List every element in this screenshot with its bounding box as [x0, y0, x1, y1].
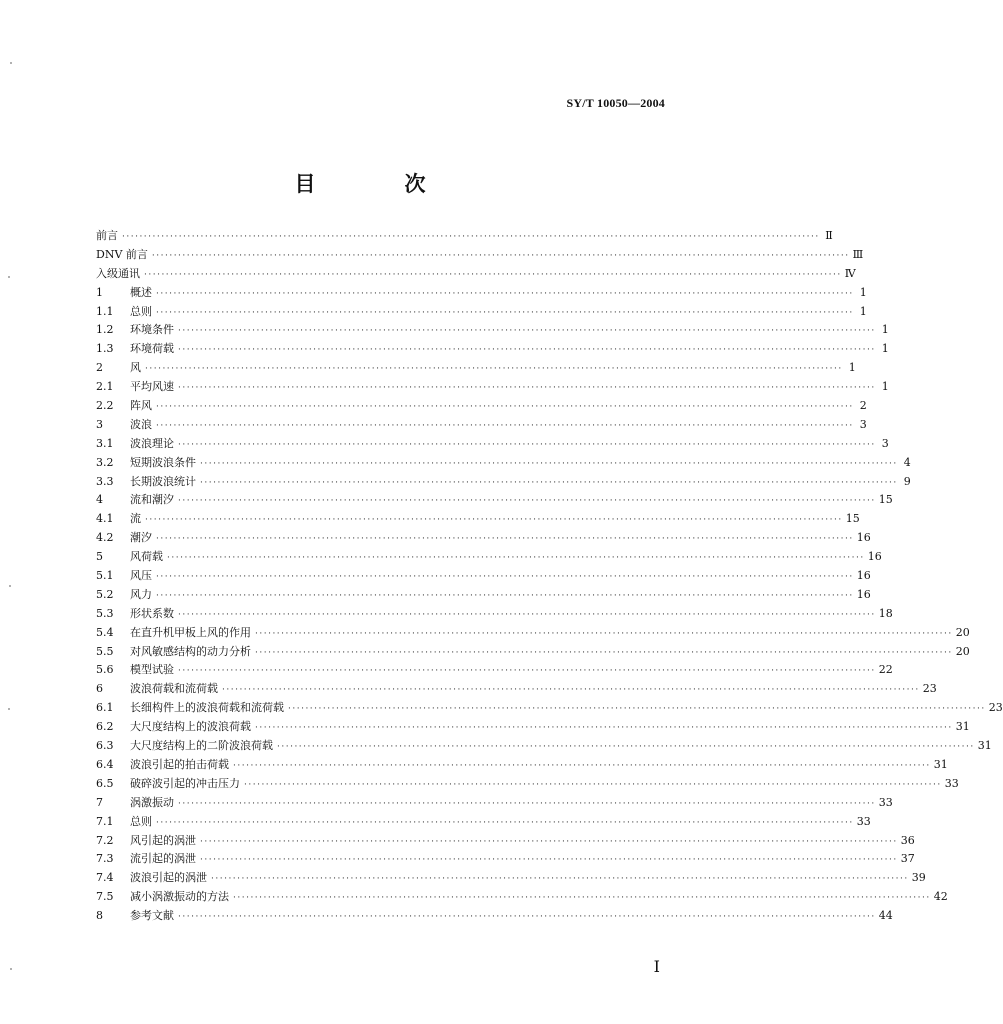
dot-leader: ································································································································································ [200, 477, 898, 488]
toc-entry-number: 6.2 [96, 720, 114, 734]
toc-entry-number: 5.1 [96, 569, 114, 583]
toc-entry [96, 737, 992, 756]
toc-entry [96, 605, 893, 624]
toc-entry-number: 5.4 [96, 625, 114, 639]
scan-speck [8, 276, 10, 278]
toc-entry-number: 1 [96, 285, 103, 299]
toc-entry-page: 37 [900, 852, 915, 866]
scan-speck [9, 585, 11, 587]
toc-entry [96, 321, 889, 340]
toc-entry-number: 7.3 [96, 852, 114, 866]
toc-entry-title: 大尺度结构上的波浪荷载 [130, 720, 251, 734]
page-title: 目 次 [294, 171, 460, 196]
toc-entry [96, 775, 959, 794]
toc-entry [96, 718, 970, 737]
toc-entry-title: 总则 [130, 304, 152, 318]
toc-entry-number: 1.2 [96, 323, 114, 337]
toc-entry-title: 阵风 [130, 399, 152, 413]
toc-entry [96, 397, 867, 416]
toc-entry-title: 波浪理论 [130, 436, 174, 450]
dot-leader: ································································································································································ [233, 760, 931, 771]
toc-entry [96, 624, 970, 643]
dot-leader: ································································································································································ [178, 798, 876, 809]
toc-entry-title: 波浪 [130, 417, 152, 431]
toc-entry-title: 在直升机甲板上风的作用 [130, 625, 251, 639]
toc-entry-title: 长期波浪统计 [130, 474, 196, 488]
page-number: I [653, 957, 660, 976]
toc-entry-title: 对风敏感结构的动力分析 [130, 644, 251, 658]
toc-entry-number: 5.5 [96, 644, 114, 658]
dot-leader: ································································································································································ [200, 458, 898, 469]
toc-entry [96, 246, 864, 265]
toc-entry-number: 6.5 [96, 776, 114, 790]
standard-code: SY/T 10050—2004 [566, 96, 665, 110]
toc-entry [96, 586, 871, 605]
toc-entry-number: 8 [96, 909, 103, 923]
dot-leader: ································································································································································ [255, 647, 953, 658]
toc-entry-title: 风 [130, 361, 141, 375]
toc-entry [96, 907, 893, 926]
toc-entry-page: 15 [878, 493, 893, 507]
toc-entry-number: 6.1 [96, 701, 114, 715]
toc-entry-number: 7.4 [96, 871, 114, 885]
toc-entry-title: DNV 前言 [96, 247, 148, 261]
toc-entry-title: 波浪引起的涡泄 [130, 871, 207, 885]
toc-entry-title: 环境条件 [130, 323, 174, 337]
dot-leader: ································································································································································ [122, 232, 820, 242]
toc-entry-page: 22 [878, 663, 893, 677]
dot-leader: ································································································································································ [156, 534, 854, 545]
toc-entry [96, 661, 893, 680]
toc-entry [96, 416, 867, 435]
toc-entry [96, 567, 871, 586]
toc-entry [96, 284, 867, 303]
toc-entry-number: 3.3 [96, 474, 114, 488]
toc-entry-number: 1.3 [96, 342, 114, 356]
toc-entry [96, 378, 889, 397]
table-of-contents [96, 227, 1003, 926]
dot-leader: ································································································································································ [277, 742, 975, 753]
dot-leader: ································································································································································ [178, 439, 876, 450]
scan-speck [10, 968, 12, 970]
toc-entry-title: 环境荷载 [130, 342, 174, 356]
toc-entry-page: 1 [848, 361, 856, 375]
toc-entry-page: 18 [878, 606, 893, 620]
toc-entry-page: 36 [900, 833, 915, 847]
dot-leader: ································································································································································ [156, 288, 854, 299]
toc-entry-page: 31 [977, 739, 992, 753]
toc-entry [96, 435, 889, 454]
toc-entry-number: 4.2 [96, 531, 114, 545]
toc-entry-page: 33 [878, 795, 893, 809]
toc-entry [96, 359, 856, 378]
toc-entry-page: 23 [922, 682, 937, 696]
toc-entry-title: 潮汐 [130, 531, 152, 545]
toc-entry-number: 5 [96, 550, 103, 564]
dot-leader: ································································································································································ [233, 893, 931, 904]
toc-entry-title: 涡激振动 [130, 795, 174, 809]
toc-entry-title: 概述 [130, 285, 152, 299]
scan-speck [8, 708, 10, 710]
toc-entry-number: 6.4 [96, 757, 114, 771]
dot-leader: ································································································································································ [288, 704, 986, 715]
toc-entry-page: 1 [859, 285, 867, 299]
toc-entry-title: 流引起的涡泄 [130, 852, 196, 866]
toc-entry-title: 入级通讯 [96, 266, 140, 280]
toc-entry-number: 5.2 [96, 587, 114, 601]
dot-leader: ································································································································································ [178, 496, 876, 507]
toc-entry-page: 33 [944, 776, 959, 790]
toc-entry-number: 7.1 [96, 814, 114, 828]
dot-leader: ································································································································································ [178, 912, 876, 923]
toc-entry [96, 227, 833, 246]
toc-entry-number: 2 [96, 361, 103, 375]
toc-entry-number: 2.1 [96, 380, 114, 394]
toc-entry-page: 1 [881, 323, 889, 337]
toc-entry-number: 3.1 [96, 436, 114, 450]
toc-entry [96, 756, 948, 775]
toc-entry-page: 9 [903, 474, 911, 488]
toc-entry-number: 7 [96, 795, 103, 809]
dot-leader: ································································································································································ [156, 420, 854, 431]
toc-entry [96, 794, 893, 813]
toc-entry-page: 1 [881, 380, 889, 394]
dot-leader: ································································································································································ [178, 345, 876, 356]
dot-leader: ································································································································································ [145, 364, 843, 375]
toc-entry [96, 454, 911, 473]
toc-entry-number: 6.3 [96, 739, 114, 753]
dot-leader: ································································································································································ [255, 628, 953, 639]
toc-entry-number: 5.3 [96, 606, 114, 620]
toc-entry-page: 16 [867, 550, 882, 564]
toc-entry [96, 680, 937, 699]
dot-leader: ································································································································································ [200, 855, 898, 866]
toc-entry [96, 265, 856, 284]
dot-leader: ································································································································································ [167, 553, 865, 564]
dot-leader: ································································································································································ [156, 307, 854, 318]
toc-entry-page: Ⅲ [852, 247, 864, 261]
dot-leader: ································································································································································ [244, 779, 942, 790]
toc-entry-title: 风力 [130, 587, 152, 601]
toc-entry-title: 风荷载 [130, 550, 163, 564]
dot-leader: ································································································································································ [151, 250, 850, 261]
dot-leader: ································································································································································ [156, 817, 854, 828]
toc-entry-page: 15 [845, 512, 860, 526]
toc-entry-page: 33 [856, 814, 871, 828]
toc-entry-title: 形状系数 [130, 606, 174, 620]
dot-leader: ································································································································································ [156, 402, 854, 413]
toc-entry [96, 869, 926, 888]
toc-entry-number: 3 [96, 417, 103, 431]
toc-entry [96, 699, 1003, 718]
toc-entry-number: 4 [96, 493, 103, 507]
toc-entry-page: 4 [903, 455, 911, 469]
toc-entry [96, 340, 889, 359]
toc-entry-page: 42 [933, 890, 948, 904]
toc-entry-number: 2.2 [96, 399, 114, 413]
toc-entry-title: 模型试验 [130, 663, 174, 677]
toc-entry-title: 风引起的涡泄 [130, 833, 196, 847]
toc-entry-page: 20 [955, 644, 970, 658]
toc-entry-title: 流和潮汐 [130, 493, 174, 507]
toc-entry-title: 波浪荷载和流荷载 [130, 682, 218, 696]
toc-entry-title: 风压 [130, 569, 152, 583]
toc-entry-page: 31 [955, 720, 970, 734]
toc-entry-page: Ⅱ [825, 229, 833, 242]
dot-leader: ································································································································································ [178, 609, 876, 620]
toc-entry-number: 7.5 [96, 890, 114, 904]
dot-leader: ································································································································································ [145, 515, 843, 526]
toc-entry [96, 529, 871, 548]
toc-entry [96, 303, 867, 322]
toc-entry [96, 850, 915, 869]
dot-leader: ································································································································································ [156, 590, 854, 601]
scan-speck [10, 62, 12, 64]
toc-entry-title: 总则 [130, 814, 152, 828]
toc-entry-page: 31 [933, 757, 948, 771]
toc-entry-page: 16 [856, 531, 871, 545]
toc-entry-title: 长细构件上的波浪荷载和流荷载 [130, 701, 284, 715]
dot-leader: ································································································································································ [144, 269, 842, 280]
dot-leader: ································································································································································ [222, 685, 920, 696]
toc-entry-page: 16 [856, 587, 871, 601]
toc-entry-number: 4.1 [96, 512, 114, 526]
toc-entry-page: 20 [955, 625, 970, 639]
toc-entry-number: 3.2 [96, 455, 114, 469]
toc-entry-page: 1 [881, 342, 889, 356]
toc-entry [96, 491, 893, 510]
toc-entry-title: 平均风速 [130, 380, 174, 394]
toc-entry [96, 473, 911, 492]
dot-leader: ································································································································································ [178, 666, 876, 677]
toc-entry-page: Ⅳ [844, 266, 856, 280]
toc-entry-title: 流 [130, 512, 141, 526]
toc-entry-page: 2 [859, 399, 867, 413]
toc-entry-page: 16 [856, 569, 871, 583]
toc-entry [96, 643, 970, 662]
toc-entry-page: 39 [911, 871, 926, 885]
toc-entry-page: 3 [859, 417, 867, 431]
toc-entry-page: 44 [878, 909, 893, 923]
dot-leader: ································································································································································ [178, 383, 876, 394]
toc-entry-title: 破碎波引起的冲击压力 [130, 776, 240, 790]
toc-entry-title: 减小涡激振动的方法 [130, 890, 229, 904]
dot-leader: ································································································································································ [200, 836, 898, 847]
toc-entry-page: 1 [859, 304, 867, 318]
toc-entry [96, 813, 871, 832]
toc-entry-title: 波浪引起的拍击荷载 [130, 757, 229, 771]
toc-entry-page: 23 [988, 701, 1003, 715]
toc-entry-title: 前言 [96, 229, 118, 242]
toc-entry-number: 5.6 [96, 663, 114, 677]
toc-entry [96, 548, 882, 567]
dot-leader: ································································································································································ [156, 572, 854, 583]
toc-entry [96, 888, 948, 907]
toc-entry-page: 3 [881, 436, 889, 450]
dot-leader: ································································································································································ [211, 874, 909, 885]
toc-entry [96, 832, 915, 851]
toc-entry-title: 大尺度结构上的二阶波浪荷载 [130, 739, 273, 753]
dot-leader: ································································································································································ [178, 326, 876, 337]
toc-entry-title: 参考文献 [130, 909, 174, 923]
toc-entry-number: 6 [96, 682, 103, 696]
dot-leader: ································································································································································ [255, 723, 953, 734]
toc-entry-title: 短期波浪条件 [130, 455, 196, 469]
toc-entry [96, 510, 860, 529]
toc-entry-number: 7.2 [96, 833, 114, 847]
toc-entry-number: 1.1 [96, 304, 114, 318]
